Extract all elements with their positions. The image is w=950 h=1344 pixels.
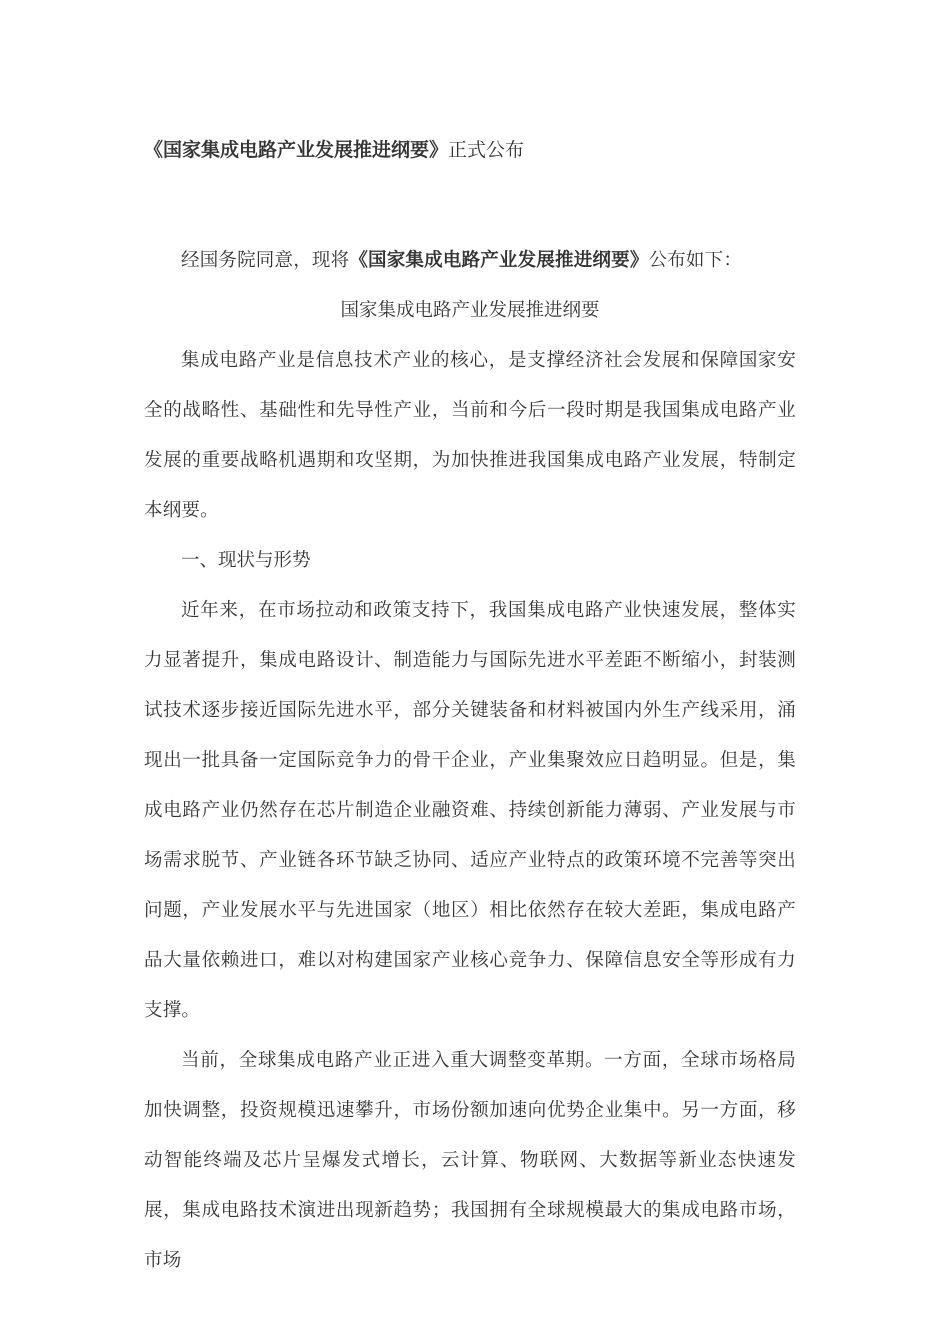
- intro-after: 公布如下：: [648, 250, 743, 271]
- intro-before: 经国务院同意，现将: [181, 250, 350, 271]
- intro-bold-part: 《国家集成电路产业发展推进纲要》: [349, 250, 649, 271]
- title-rest: 正式公布: [448, 139, 525, 161]
- paragraph-2: 近年来，在市场拉动和政策支持下，我国集成电路产业快速发展，整体实力显著提升，集成电路设计、制造能力与国际先进水平差距不断缩小，封装测试技术逐步接近国际先进水平，部分关键装备和材料被国内外生产线采用，涌现出一批具备一定国际竞争力的骨干企业，产业集聚效应日趋明显。但是，集成电路产业仍然存在芯片制造企业融资难、持续创新能力薄弱、产业发展与市场需求脱节、产业链各环节缺乏协同、适应产业特点的政策环境不完善等突出问题，产业发展水平与先进国家（地区）相比依然存在较大差距，集成电路产品大量依赖进口，难以对构建国家产业核心竞争力、保障信息安全等形成有力支撑。: [144, 600, 796, 1021]
- section-heading-1: 一、现状与形势: [181, 550, 311, 571]
- document-body: [144, 236, 796, 1286]
- document-title: [144, 136, 524, 164]
- paragraph-3: 当前，全球集成电路产业正进入重大调整变革期。一方面，全球市场格局加快调整，投资规模迅速攀升，市场份额加速向优势企业集中。另一方面，移动智能终端及芯片呈爆发式增长，云计算、物联网、大数据等新业态快速发展，集成电路技术演进出现新趋势；我国拥有全球规模最大的集成电路市场，市场: [144, 1050, 796, 1271]
- intro-paragraph: [144, 236, 796, 286]
- title-bold-part: 《国家集成电路产业发展推进纲要》: [144, 139, 449, 161]
- doc-heading: 国家集成电路产业发展推进纲要: [340, 300, 600, 321]
- paragraph-1: 集成电路产业是信息技术产业的核心，是支撑经济社会发展和保障国家安全的战略性、基础性和先导性产业，当前和今后一段时期是我国集成电路产业发展的重要战略机遇期和攻坚期，为加快推进我国集成电路产业发展，特制定本纲要。: [144, 350, 796, 521]
